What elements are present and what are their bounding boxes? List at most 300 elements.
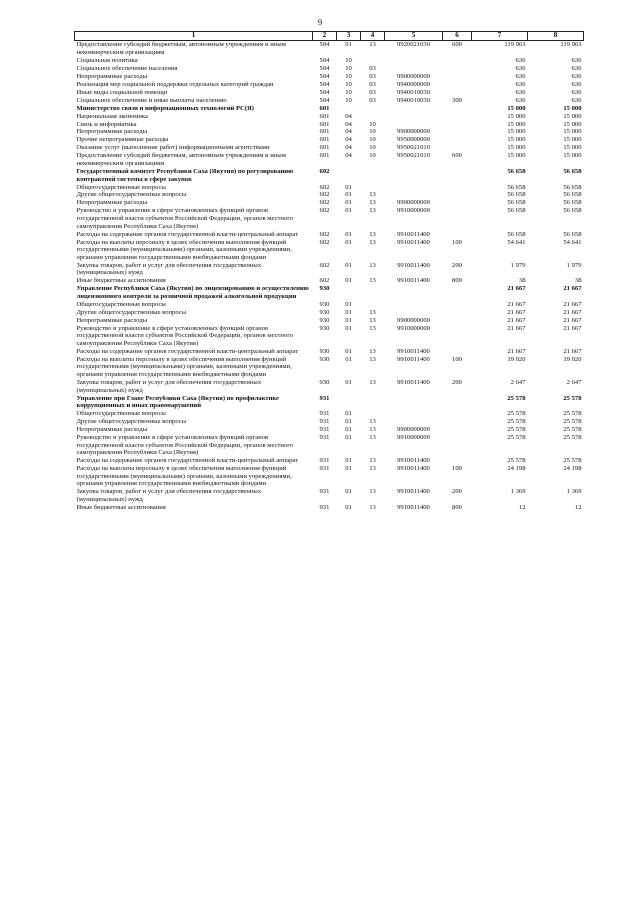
row-amount-7: 1 369 xyxy=(510,488,526,496)
table-row xyxy=(75,207,584,230)
row-code-4: 03 xyxy=(369,96,376,104)
row-name: Расходы на содержание органов государственной власти-центральный аппарат xyxy=(76,457,298,465)
row-amount-7: 636 xyxy=(515,96,526,104)
row-code-6: 800 xyxy=(452,277,462,285)
row-code-4: 13 xyxy=(369,277,376,285)
row-code-5: 9910011400 xyxy=(397,277,430,285)
row-name: Расходы на выплаты персоналу в целях обеспечения выполнения функций государственными (муниципальными) органами, казенными учреждениями, органами управления государственными внебюджетными фондами xyxy=(76,238,292,261)
row-code-5: 9900000000 xyxy=(397,128,430,136)
row-amount-8: 1 369 xyxy=(566,488,582,496)
table-row xyxy=(75,309,584,317)
row-amount-7: 636 xyxy=(515,80,526,88)
row-code-5 xyxy=(385,394,443,410)
row-amount-8: 21 667 xyxy=(563,316,582,324)
row-amount-8: 56 658 xyxy=(563,191,582,199)
row-code-4 xyxy=(361,394,385,410)
row-amount-8: 636 xyxy=(571,56,582,64)
row-code-6: 600 xyxy=(452,152,462,160)
row-code-3: 01 xyxy=(345,378,352,386)
table-body xyxy=(75,41,584,512)
row-name: Другие общегосударственные вопросы xyxy=(76,191,187,199)
row-code-6 xyxy=(443,348,472,356)
row-name: Непрограммные расходы xyxy=(76,316,148,324)
row-code-6 xyxy=(443,285,472,301)
row-code-5: 9900000000 xyxy=(397,72,430,80)
row-code-6 xyxy=(443,128,472,136)
row-name: Национальная экономика xyxy=(76,112,148,120)
row-code-5: 9910011400 xyxy=(397,378,430,386)
row-amount-7: 15 000 xyxy=(507,144,526,152)
row-code-6 xyxy=(443,325,472,348)
row-amount-8: 15 000 xyxy=(563,104,582,112)
row-name: Социальная политика xyxy=(76,56,138,64)
row-amount-8: 21 667 xyxy=(563,285,582,293)
table-row xyxy=(75,457,584,465)
row-amount-7: 21 667 xyxy=(507,347,526,355)
row-code-3: 01 xyxy=(345,465,352,473)
row-code-2: 930 xyxy=(319,308,330,316)
row-code-2: 602 xyxy=(319,191,330,199)
row-code-3: 01 xyxy=(345,434,352,441)
row-code-4: 03 xyxy=(369,64,376,72)
row-code-5: 9940010030 xyxy=(397,88,430,96)
row-code-5 xyxy=(385,57,443,65)
row-code-3: 01 xyxy=(345,300,352,308)
row-code-2: 930 xyxy=(319,324,330,332)
row-code-6 xyxy=(443,80,472,88)
row-code-5 xyxy=(385,410,443,418)
row-name: Министерство связи и информационных технологий РС(Я) xyxy=(76,104,254,112)
table-row xyxy=(75,348,584,356)
table-row xyxy=(75,356,584,379)
row-name: Иные бюджетные ассигнования xyxy=(76,503,166,511)
row-amount-8: 56 658 xyxy=(563,199,582,207)
row-amount-7: 12 xyxy=(518,503,526,511)
row-code-5 xyxy=(385,309,443,317)
row-amount-7: 56 658 xyxy=(507,230,526,238)
row-code-3: 01 xyxy=(345,199,352,207)
row-name: Оказание услуг (выполнение работ) информационными агентствами xyxy=(76,144,270,152)
table-row xyxy=(75,96,584,104)
row-code-2: 931 xyxy=(319,418,330,426)
row-amount-8: 12 xyxy=(574,503,582,511)
row-code-6 xyxy=(443,230,472,238)
row-name: Непрограммные расходы xyxy=(76,128,148,136)
row-code-6: 100 xyxy=(452,238,462,246)
row-amount-7: 21 667 xyxy=(507,285,526,293)
row-code-2: 504 xyxy=(319,96,330,104)
table-row xyxy=(75,191,584,199)
table-row xyxy=(75,465,584,488)
row-code-3 xyxy=(337,168,361,184)
row-amount-7: 21 667 xyxy=(507,324,526,332)
row-amount-8: 1 979 xyxy=(566,261,582,269)
row-code-3: 01 xyxy=(345,503,352,511)
row-code-3: 01 xyxy=(345,457,352,465)
row-amount-8: 54 641 xyxy=(563,238,582,246)
row-amount-8: 56 658 xyxy=(563,167,582,175)
row-amount-7: 21 667 xyxy=(507,300,526,308)
table-row xyxy=(75,73,584,81)
table-row xyxy=(75,488,584,504)
row-code-6 xyxy=(443,104,472,112)
row-amount-8: 25 578 xyxy=(563,434,582,441)
row-code-5: 9900000000 xyxy=(397,199,430,207)
row-name: Руководство и управление в сфере установленных функций органов государственной власти субъектов Российской Федерации, органов местного самоуправления Республики Саха (Якутия) xyxy=(76,207,294,230)
row-code-2: 930 xyxy=(319,300,330,308)
row-code-2: 601 xyxy=(319,128,330,136)
row-amount-7: 15 000 xyxy=(507,120,526,128)
row-name: Непрограммные расходы xyxy=(76,72,148,80)
row-name: Реализация мер социальной поддержки отдельных категорий граждан xyxy=(76,80,274,88)
row-code-4: 13 xyxy=(369,347,376,355)
row-code-3: 01 xyxy=(345,207,352,215)
row-amount-8: 25 578 xyxy=(563,418,582,426)
row-code-5 xyxy=(385,301,443,309)
table-row xyxy=(75,41,584,57)
row-code-2: 931 xyxy=(319,434,330,441)
row-code-6 xyxy=(443,410,472,418)
table-row xyxy=(75,426,584,434)
row-amount-7: 56 658 xyxy=(507,167,526,175)
row-code-6: 600 xyxy=(452,41,462,49)
row-code-2: 930 xyxy=(319,347,330,355)
row-amount-7: 21 667 xyxy=(507,308,526,316)
row-code-4 xyxy=(361,183,385,191)
row-code-2: 930 xyxy=(319,378,330,386)
table-row xyxy=(75,120,584,128)
row-code-2: 931 xyxy=(319,426,330,434)
row-code-4: 03 xyxy=(369,72,376,80)
row-code-6 xyxy=(443,168,472,184)
row-code-5: 9900000000 xyxy=(397,426,430,434)
row-amount-8: 38 xyxy=(574,277,582,285)
row-code-2: 504 xyxy=(319,41,330,49)
row-amount-7: 636 xyxy=(515,72,526,80)
row-name: Государственный комитет Республики Саха (Якутия) по регулированию контрактной системы в сфере закупок xyxy=(76,167,294,183)
row-amount-7: 1 979 xyxy=(510,261,526,269)
row-code-2: 931 xyxy=(319,410,330,418)
row-code-5: 9910000000 xyxy=(397,324,430,332)
row-code-3: 01 xyxy=(345,41,352,49)
row-amount-7: 54 641 xyxy=(507,238,526,246)
row-name: Предоставление субсидий бюджетным, автономным учреждениям и иным некоммерческим организациям xyxy=(76,152,286,167)
table-row xyxy=(75,434,584,457)
row-amount-7: 15 000 xyxy=(507,136,526,144)
row-code-5 xyxy=(385,183,443,191)
row-name: Закупка товаров, работ и услуг для обеспечения государственных (муниципальных) нужд xyxy=(76,261,262,277)
row-code-5: 9910011400 xyxy=(397,355,430,363)
row-code-4: 10 xyxy=(369,152,376,160)
row-amount-7: 15 000 xyxy=(507,152,526,160)
row-amount-8: 15 000 xyxy=(563,112,582,120)
row-code-2: 602 xyxy=(319,183,330,191)
row-code-3: 04 xyxy=(345,136,352,144)
row-code-2: 602 xyxy=(319,277,330,285)
row-code-5: 9950000000 xyxy=(397,136,430,144)
table-row xyxy=(75,104,584,112)
row-code-6 xyxy=(443,88,472,96)
row-amount-7: 25 578 xyxy=(507,457,526,465)
row-amount-8: 15 000 xyxy=(563,144,582,152)
row-amount-8: 25 578 xyxy=(563,394,582,402)
table-row xyxy=(75,136,584,144)
row-code-5 xyxy=(385,104,443,112)
table-row xyxy=(75,410,584,418)
row-amount-7: 636 xyxy=(515,56,526,64)
row-name: Непрограммные расходы xyxy=(76,426,148,434)
row-code-3 xyxy=(337,285,361,301)
row-code-4: 13 xyxy=(369,207,376,215)
table-row xyxy=(75,112,584,120)
row-code-3: 10 xyxy=(345,88,352,96)
header-cell-3: 3 xyxy=(337,32,361,41)
row-amount-8: 56 658 xyxy=(563,183,582,191)
row-name: Расходы на содержание органов государственной власти-центральный аппарат xyxy=(76,230,298,238)
row-code-5 xyxy=(385,285,443,301)
row-code-2: 931 xyxy=(319,394,330,402)
row-code-2: 931 xyxy=(319,503,330,511)
row-amount-7: 119 963 xyxy=(504,41,526,49)
row-code-5: 9910011400 xyxy=(397,347,430,355)
row-code-3: 10 xyxy=(345,64,352,72)
table-row xyxy=(75,285,584,301)
row-code-6: 100 xyxy=(452,355,462,363)
row-code-5: 9940000000 xyxy=(397,80,430,88)
row-code-6 xyxy=(443,394,472,410)
row-amount-7: 25 578 xyxy=(507,434,526,441)
row-code-4: 13 xyxy=(369,488,376,496)
row-name: Руководство и управление в сфере установленных функций органов государственной власти субъектов Российской Федерации, органов местного самоуправления Республики Саха (Якутия) xyxy=(76,434,294,457)
table-row xyxy=(75,80,584,88)
row-amount-8: 636 xyxy=(571,64,582,72)
row-amount-8: 56 658 xyxy=(563,207,582,215)
row-code-3: 01 xyxy=(345,261,352,269)
row-code-2: 602 xyxy=(319,261,330,269)
row-code-6 xyxy=(443,301,472,309)
budget-table xyxy=(74,31,584,512)
row-code-6 xyxy=(443,191,472,199)
table-row xyxy=(75,152,584,168)
row-amount-7: 25 578 xyxy=(507,418,526,426)
row-code-3: 10 xyxy=(345,80,352,88)
row-code-6: 200 xyxy=(452,378,462,386)
row-code-6 xyxy=(443,309,472,317)
row-code-3 xyxy=(337,394,361,410)
row-code-6 xyxy=(443,457,472,465)
row-name: Социальное обеспечение и иные выплаты населению xyxy=(76,96,227,104)
row-code-6 xyxy=(443,418,472,426)
row-code-6 xyxy=(443,144,472,152)
row-code-3: 04 xyxy=(345,120,352,128)
row-code-4: 10 xyxy=(369,144,376,152)
header-cell-5: 5 xyxy=(385,32,443,41)
header-cell-7: 7 xyxy=(472,32,528,41)
row-code-2: 930 xyxy=(319,285,330,293)
row-code-4: 13 xyxy=(369,426,376,434)
row-code-5 xyxy=(385,120,443,128)
row-amount-8: 15 000 xyxy=(563,136,582,144)
row-amount-8: 2 647 xyxy=(566,378,582,386)
row-code-3: 10 xyxy=(345,96,352,104)
row-amount-7: 25 578 xyxy=(507,410,526,418)
row-code-4: 13 xyxy=(369,261,376,269)
row-name: Руководство и управление в сфере установленных функций органов государственной власти субъектов Российской Федерации, органов местного самоуправления Республики Саха (Якутия) xyxy=(76,324,294,347)
row-code-3: 01 xyxy=(345,355,352,363)
row-code-6 xyxy=(443,112,472,120)
row-name: Общегосударственные вопросы xyxy=(76,183,166,191)
row-code-3: 01 xyxy=(345,277,352,285)
row-code-6 xyxy=(443,426,472,434)
row-code-5: 9910000000 xyxy=(397,207,430,215)
row-code-2: 601 xyxy=(319,136,330,144)
row-name: Общегосударственные вопросы xyxy=(76,410,166,418)
row-amount-8: 25 578 xyxy=(563,426,582,434)
row-amount-8: 56 658 xyxy=(563,230,582,238)
table-row xyxy=(75,183,584,191)
row-amount-8: 119 963 xyxy=(560,41,582,49)
row-code-5 xyxy=(385,112,443,120)
row-name: Расходы на выплаты персоналу в целях обеспечения выполнения функций государственными (муниципальными) органами, казенными учреждениями, органами управления государственными внебюджетными фондами xyxy=(76,465,292,488)
header-cell-4: 4 xyxy=(361,32,385,41)
row-amount-8: 15 000 xyxy=(563,120,582,128)
row-code-6 xyxy=(443,317,472,325)
table-row xyxy=(75,317,584,325)
table-row xyxy=(75,144,584,152)
row-code-5: 9950021010 xyxy=(397,144,430,152)
row-name: Другие общегосударственные вопросы xyxy=(76,308,187,316)
row-code-4: 13 xyxy=(369,355,376,363)
row-code-4 xyxy=(361,301,385,309)
table-row xyxy=(75,168,584,184)
row-amount-7: 56 658 xyxy=(507,207,526,215)
row-code-4 xyxy=(361,410,385,418)
row-code-4: 13 xyxy=(369,324,376,332)
row-amount-8: 21 667 xyxy=(563,347,582,355)
row-code-2: 602 xyxy=(319,167,330,175)
row-code-3: 01 xyxy=(345,238,352,246)
row-code-2: 601 xyxy=(319,120,330,128)
row-amount-8: 25 578 xyxy=(563,410,582,418)
row-code-6: 200 xyxy=(452,261,462,269)
row-name: Предоставление субсидий бюджетным, автономным учреждениям и иным некоммерческим организациям xyxy=(76,41,286,56)
table-row xyxy=(75,238,584,261)
row-name: Общегосударственные вопросы xyxy=(76,300,166,308)
row-code-4: 13 xyxy=(369,191,376,199)
row-code-3: 01 xyxy=(345,316,352,324)
table-row xyxy=(75,277,584,285)
row-code-6: 200 xyxy=(452,488,462,496)
row-code-3: 01 xyxy=(345,230,352,238)
row-code-5: 9910011400 xyxy=(397,230,430,238)
row-code-4: 03 xyxy=(369,80,376,88)
row-code-2: 504 xyxy=(319,88,330,96)
row-code-3: 01 xyxy=(345,410,352,418)
row-code-4 xyxy=(361,104,385,112)
row-code-2: 504 xyxy=(319,72,330,80)
row-name: Расходы на содержание органов государственной власти-центральный аппарат xyxy=(76,347,298,355)
row-amount-8: 21 667 xyxy=(563,324,582,332)
row-code-2: 602 xyxy=(319,230,330,238)
row-code-4: 13 xyxy=(369,457,376,465)
row-code-3: 01 xyxy=(345,347,352,355)
row-name: Закупка товаров, работ и услуг для обеспечения государственных (муниципальных) нужд xyxy=(76,488,262,503)
row-name: Непрограммные расходы xyxy=(76,199,148,207)
row-code-6: 100 xyxy=(452,465,462,473)
row-code-4 xyxy=(361,285,385,301)
row-amount-8: 636 xyxy=(571,88,582,96)
table-row xyxy=(75,57,584,65)
row-amount-8: 21 667 xyxy=(563,308,582,316)
row-code-6 xyxy=(443,73,472,81)
row-code-6 xyxy=(443,199,472,207)
row-code-3: 01 xyxy=(345,308,352,316)
row-code-4: 03 xyxy=(369,88,376,96)
row-code-3: 10 xyxy=(345,56,352,64)
row-code-3: 04 xyxy=(345,152,352,160)
row-code-5: 9910011400 xyxy=(397,261,430,269)
row-code-2: 504 xyxy=(319,64,330,72)
row-code-5: 9910000000 xyxy=(397,434,430,441)
row-name: Управление Республики Саха (Якутия) по лицензированию и осуществлению лицензионного контроля за розничной продажей алкогольной продукции xyxy=(76,285,309,300)
table-row xyxy=(75,262,584,278)
row-amount-7: 56 658 xyxy=(507,199,526,207)
row-amount-7: 636 xyxy=(515,64,526,72)
row-code-2: 601 xyxy=(319,112,330,120)
row-code-6: 300 xyxy=(452,96,462,104)
row-code-3: 04 xyxy=(345,144,352,152)
table-row xyxy=(75,230,584,238)
row-code-2: 602 xyxy=(319,199,330,207)
row-name: Социальное обеспечение населения xyxy=(76,64,178,72)
row-amount-7: 15 000 xyxy=(507,112,526,120)
row-code-6: 800 xyxy=(452,503,462,511)
row-code-5 xyxy=(385,191,443,199)
header-cell-8: 8 xyxy=(528,32,584,41)
header-cell-2: 2 xyxy=(313,32,337,41)
table-row xyxy=(75,394,584,410)
row-name: Связь и информатика xyxy=(76,120,137,128)
row-code-3: 01 xyxy=(345,324,352,332)
row-code-6 xyxy=(443,65,472,73)
row-code-3: 01 xyxy=(345,191,352,199)
row-code-5: 9910011400 xyxy=(397,238,430,246)
table-row xyxy=(75,199,584,207)
table-header-row xyxy=(75,32,584,41)
table-row xyxy=(75,301,584,309)
row-amount-7: 21 667 xyxy=(507,316,526,324)
row-code-4: 13 xyxy=(369,238,376,246)
row-code-3 xyxy=(337,104,361,112)
row-code-5: 9920021030 xyxy=(397,41,430,49)
row-amount-7: 56 658 xyxy=(507,183,526,191)
row-name: Иные виды социальной помощи xyxy=(76,88,168,96)
row-code-4: 13 xyxy=(369,230,376,238)
row-code-5: 9910011400 xyxy=(397,465,430,473)
row-amount-8: 636 xyxy=(571,96,582,104)
row-code-5: 9910011400 xyxy=(397,488,430,496)
row-code-2: 931 xyxy=(319,457,330,465)
row-amount-8: 636 xyxy=(571,80,582,88)
row-code-3: 04 xyxy=(345,112,352,120)
table-row xyxy=(75,504,584,512)
row-code-2: 602 xyxy=(319,238,330,246)
row-code-4: 13 xyxy=(369,434,376,441)
row-name: Прочие непрограммные расходы xyxy=(76,136,169,144)
row-code-4: 10 xyxy=(369,128,376,136)
row-amount-8: 25 578 xyxy=(563,457,582,465)
table-row xyxy=(75,88,584,96)
